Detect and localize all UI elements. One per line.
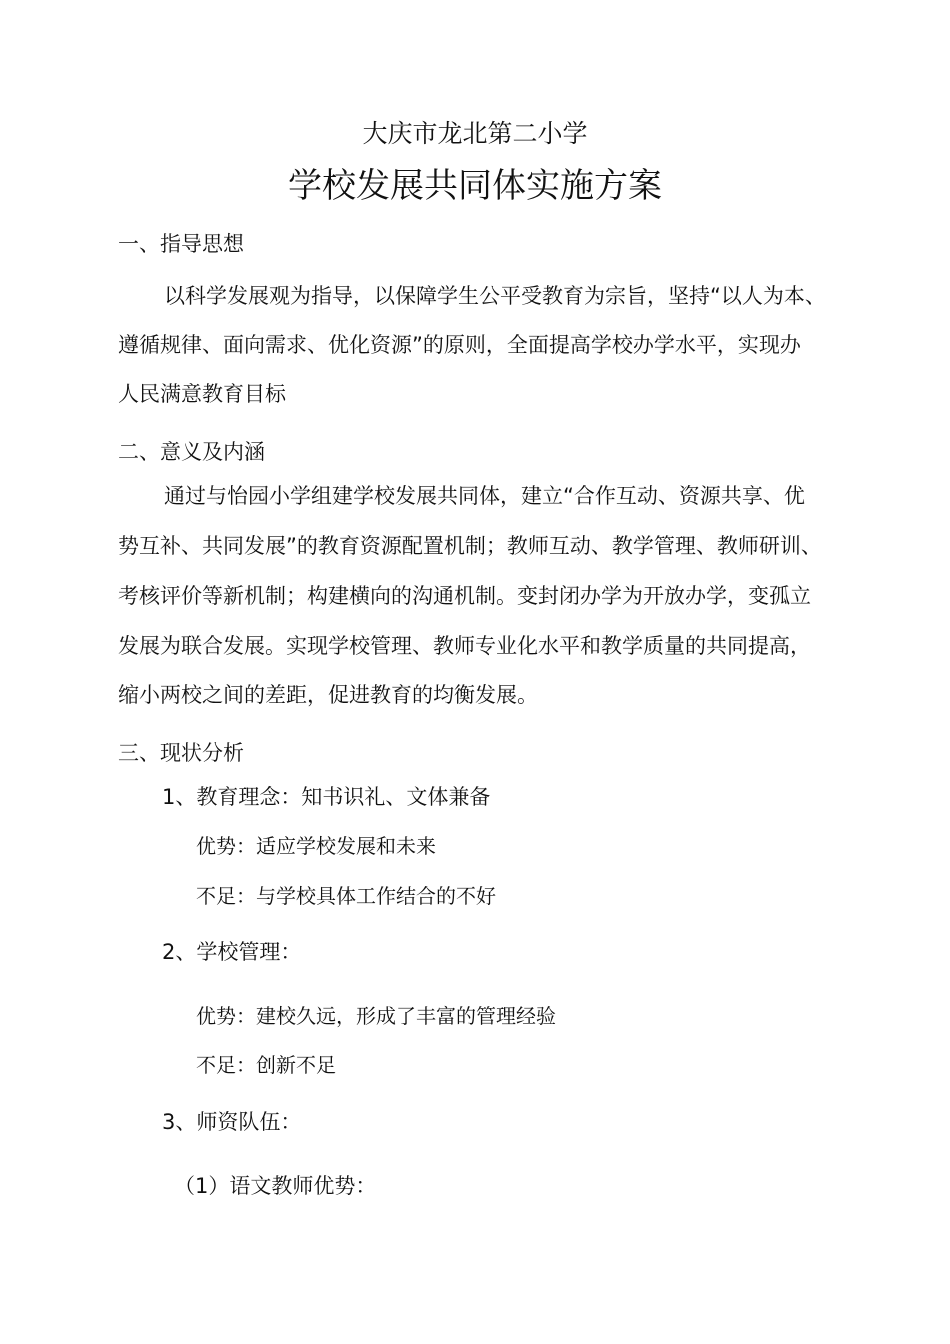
paragraph-line: 人民满意教育目标 — [118, 382, 286, 406]
item-strength: 优势：建校久远，形成了丰富的管理经验 — [196, 1004, 556, 1028]
item-school-management: 2、学校管理： — [162, 940, 302, 964]
paragraph-line: 发展为联合发展。实现学校管理、教师专业化水平和教学质量的共同提高， — [118, 634, 811, 658]
section-heading: 二、意义及内涵 — [118, 440, 265, 464]
paragraph-line: 遵循规律、面向需求、优化资源”的原则，全面提高学校办学水平，实现办 — [118, 333, 801, 357]
document-title: 学校发展共同体实施方案 — [288, 166, 662, 206]
paragraph-line: 考核评价等新机制；构建横向的沟通机制。变封闭办学为开放办学，变孤立 — [118, 584, 811, 608]
item-strength: 优势：适应学校发展和未来 — [196, 834, 436, 858]
item-chinese-teachers: （1）语文教师优势： — [174, 1174, 377, 1198]
item-education-philosophy: 1、教育理念：知书识礼、文体兼备 — [162, 785, 491, 809]
section-heading: 一、指导思想 — [118, 232, 244, 256]
paragraph-line: 通过与怡园小学组建学校发展共同体，建立“合作互动、资源共享、优 — [164, 484, 805, 508]
paragraph-line: 以科学发展观为指导，以保障学生公平受教育为宗旨，坚持“以人为本、 — [164, 284, 826, 308]
item-teaching-staff: 3、师资队伍： — [162, 1110, 302, 1134]
section-heading: 三、现状分析 — [118, 741, 244, 765]
school-name: 大庆市龙北第二小学 — [362, 119, 588, 148]
paragraph-line: 缩小两校之间的差距，促进教育的均衡发展。 — [118, 683, 538, 707]
paragraph-line: 势互补、共同发展”的教育资源配置机制；教师互动、教学管理、教师研训、 — [118, 534, 822, 558]
item-weakness: 不足：创新不足 — [196, 1053, 336, 1077]
item-weakness: 不足：与学校具体工作结合的不好 — [196, 884, 496, 908]
